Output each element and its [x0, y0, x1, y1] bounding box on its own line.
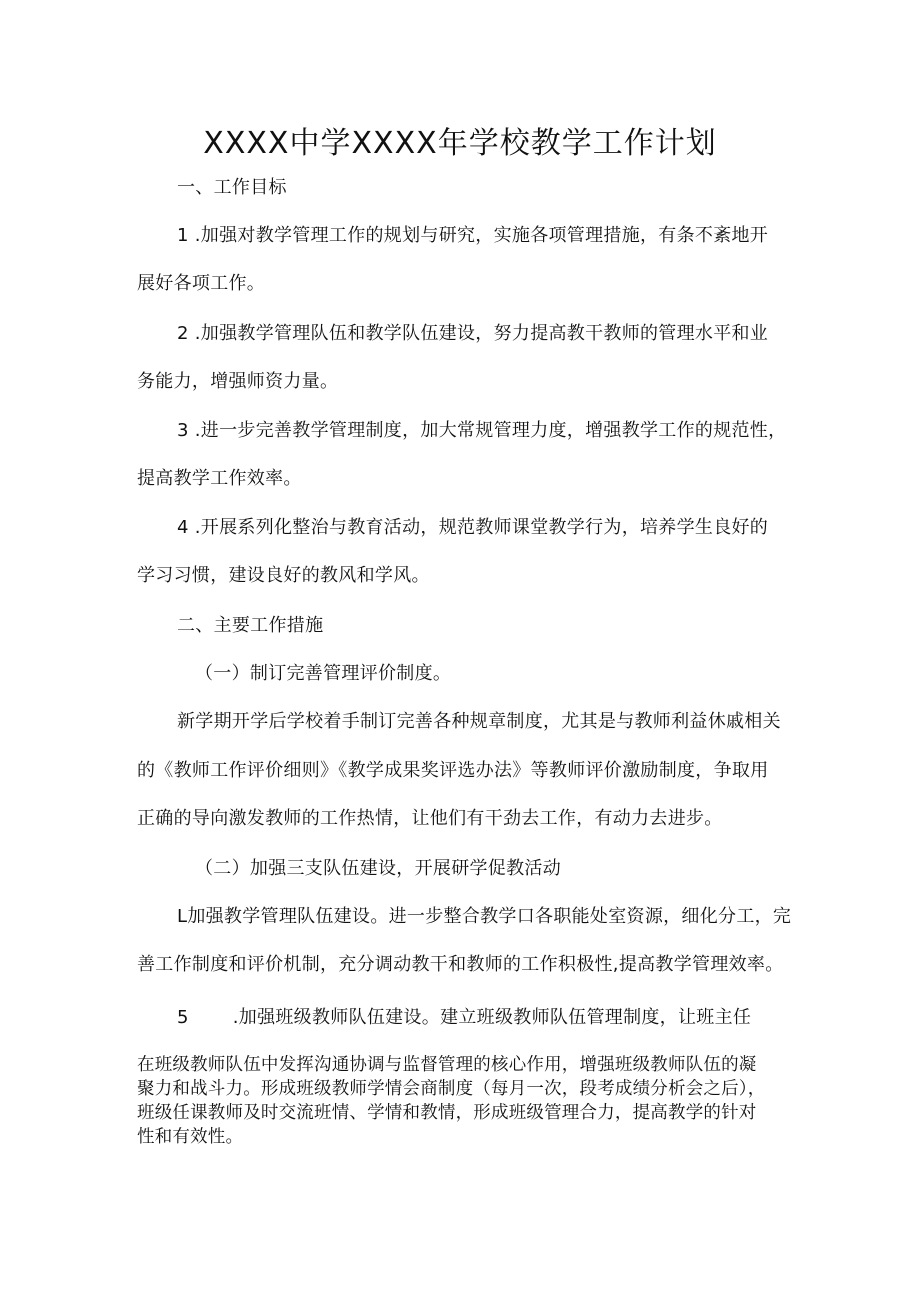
goal-item-4-line-1: 4 .开展系列化整治与教育活动，规范教师课堂教学行为，培养学生良好的 [177, 517, 769, 538]
goal-item-3-line-1: 3 .进一步完善教学管理制度，加大常规管理力度，增强教学工作的规范性， [177, 420, 787, 441]
subsection-1-line-1: 新学期开学后学校着手制订完善各种规章制度，尤其是与教师利益休戚相关 [177, 711, 781, 732]
subsection-1-line-2: 的《教师工作评价细则》《教学成果奖评选办法》等教师评价激励制度，争取用 [137, 760, 769, 781]
subsection-1-line-3: 正确的导向激发教师的工作热情，让他们有干劲去工作，有动力去进步。 [137, 808, 723, 829]
goal-item-3-line-2: 提高教学工作效率。 [137, 468, 302, 489]
subsection-2-paragraph-1-line-1: L加强教学管理队伍建设。进一步整合教学口各职能处室资源，细化分工，完 [177, 906, 792, 927]
goal-item-4-line-2: 学习习惯，建设良好的教风和学风。 [137, 565, 430, 586]
goal-item-1-line-2: 展好各项工作。 [137, 273, 266, 294]
goal-item-2-line-2: 务能力，增强师资力量。 [137, 371, 339, 392]
goal-item-2-line-1: 2 .加强教学管理队伍和教学队伍建设，努力提高教干教师的管理水平和业 [177, 323, 769, 344]
subsection-heading-1: （一）制订完善管理评价制度。 [195, 663, 452, 684]
subsection-2-paragraph-1-line-2: 善工作制度和评价机制，充分调动教干和教师的工作积极性,提高教学管理效率。 [137, 954, 784, 975]
subsection-2-paragraph-2-line-1 [177, 994, 751, 1042]
subsection-2-paragraph-2-line-5: 性和有效性。 [137, 1127, 244, 1147]
goal-item-1-line-1: 1 .加强对教学管理工作的规划与研究，实施各项管理措施，有条不紊地开 [177, 225, 769, 246]
section-heading-measures: 二、主要工作措施 [177, 615, 324, 636]
section-heading-goals: 一、工作目标 [177, 177, 287, 198]
subsection-heading-2: （二）加强三支队伍建设，开展研学促教活动 [195, 858, 561, 879]
subsection-2-paragraph-2-line-2: 在班级教师队伍中发挥沟通协调与监督管理的核心作用，增强班级教师队伍的凝 [137, 1055, 757, 1075]
subsection-2-paragraph-2-line-3: 聚力和战斗力。形成班级教师学情会商制度（每月一次，段考成绩分析会之后）， [137, 1079, 766, 1099]
paragraph-text: .加强班级教师队伍建设。建立班级教师队伍管理制度，让班主任 [232, 1007, 752, 1028]
subsection-2-paragraph-2-line-4: 班级任课教师及时交流班情、学情和教情，形成班级管理合力，提高教学的针对 [137, 1103, 757, 1123]
document-title: XXXX中学XXXX年学校教学工作计划 [203, 126, 717, 161]
paragraph-number: 5 [177, 1007, 189, 1028]
